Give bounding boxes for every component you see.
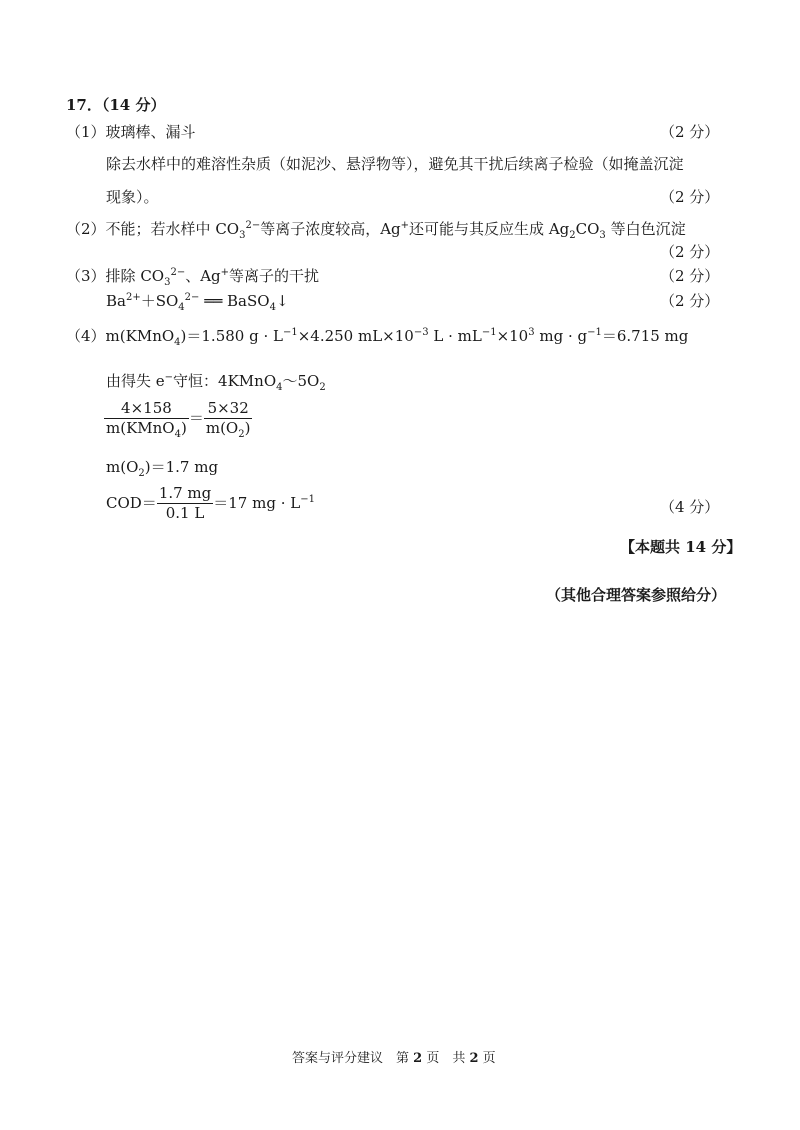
fraction-o2: $\frac{5\times 32}{m(O_2)}$ [205, 399, 251, 441]
fraction-cod: $\frac{1.7 mg}{0.1 L}$ [158, 484, 212, 523]
part2-answer: （2）不能；若水样中 $CO_3^{2-}$等离子浓度较高，Ag+还可能与其反应生成 $Ag_2CO_3$ 等白色沉淀 [66, 220, 686, 241]
page-total: 2 [469, 1051, 479, 1066]
fraction-kmno4: $\frac{4\times 158}{m(KMnO_4)}$ [106, 399, 187, 441]
page-number: 2 [413, 1051, 423, 1066]
part1-score2: （2 分） [660, 188, 720, 206]
total-score: 【本题共 14 分】 [620, 538, 742, 556]
part3-label: （3） [66, 267, 106, 285]
part4-mo2: $m(O_2)=1.7$ mg [106, 458, 219, 479]
part1-answer2-line2: 现象）。 [106, 188, 159, 206]
part1-label: （1） [66, 123, 106, 141]
alternative-answer-note: （其他合理答案参照给分） [546, 586, 727, 604]
part1-answer2-line1: 除去水样中的难溶性杂质（如泥沙、悬浮物等），避免其干扰后续离子检验（如掩盖沉淀 [106, 155, 684, 173]
part3-answer1: （3）排除 $CO_3^{2-}$、Ag+等离子的干扰 [66, 267, 320, 288]
part3-equation: $Ba^{2+}+SO_4^{2-}$ ══ BaSO$_4$↓ [106, 292, 289, 313]
part2-score: （2 分） [660, 243, 720, 261]
part4-score: （4 分） [660, 498, 720, 516]
part2-label: （2） [66, 220, 106, 238]
part1-score1: （2 分） [660, 123, 720, 141]
part4-conservation: 由得失 e−守恒：$4KMnO_4\sim 5O_2$ [106, 372, 326, 393]
part4-proportion: $\frac{4\times 158}{m(KMnO_4)}$ ＝ $\frac{5\times 32}{m(O_2)}$ [106, 399, 251, 441]
page-footer: 答案与评分建议 第 2 页 共 2 页 [292, 1051, 496, 1066]
part4-mass-calc: （4）m(KMnO$_4$)＝1.580 $g \cdot L^{-1}\times 4.250$ $mL\times 10^{-3}$ $L \cdot mL^{-1}\times 10^3$ mg · $g^{-1}=6.715$ mg [66, 327, 689, 348]
part1-answer1: 玻璃棒、漏斗 [105, 123, 196, 141]
part4-label: （4） [66, 327, 106, 345]
part4-cod: COD＝ $\frac{1.7 mg}{0.1 L}$ ＝17 mg · $L^{-1}$ [106, 484, 315, 523]
part3-score1: （2 分） [660, 267, 720, 285]
part3-score2: （2 分） [660, 292, 720, 310]
question-header: 17．（14 分） [66, 96, 166, 114]
part1-line1 [66, 121, 196, 142]
